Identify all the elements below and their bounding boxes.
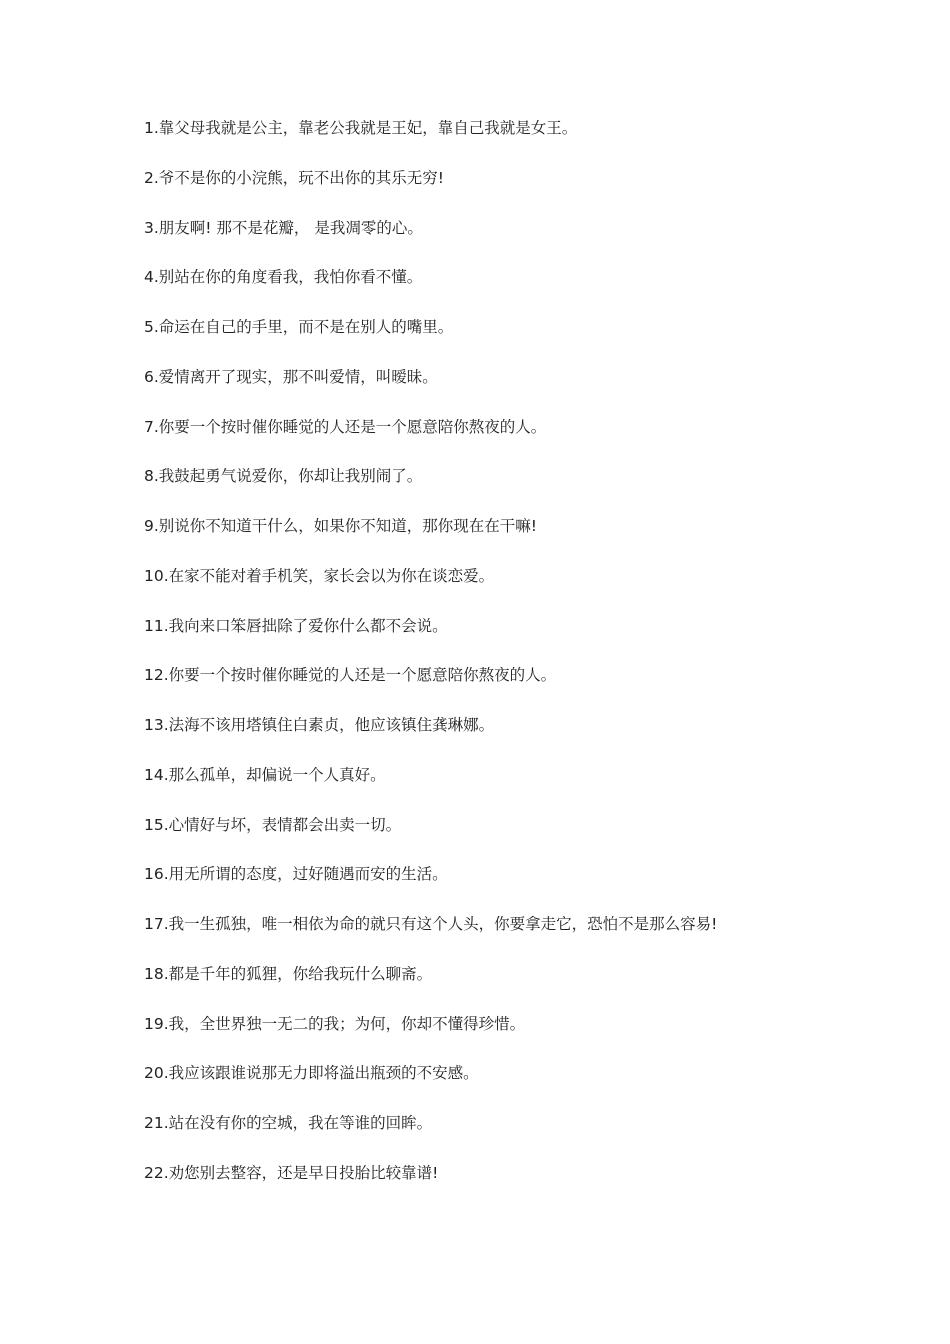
- quote-line: 5.命运在自己的手里，而不是在别人的嘴里。: [144, 318, 454, 336]
- quote-line: 15.心情好与坏，表情都会出卖一切。: [144, 815, 402, 834]
- quote-line: 14.那么孤单，却偏说一个人真好。: [144, 765, 386, 784]
- quote-list: [144, 114, 904, 1209]
- quote-line: 7.你要一个按时催你睡觉的人还是一个愿意陪你熬夜的人。: [144, 417, 547, 436]
- quote-line: 11.我向来口笨唇拙除了爱你什么都不会说。: [144, 616, 448, 635]
- quote-line: 2.爷不是你的小浣熊，玩不出你的其乐无穷!: [144, 168, 445, 187]
- quote-line: 22.劝您别去整容，还是早日投胎比较靠谱!: [144, 1163, 439, 1182]
- quote-line: 19.我，全世界独一无二的我；为何，你却不懂得珍惜。: [144, 1014, 526, 1033]
- quote-line: 1.靠父母我就是公主，靠老公我就是王妃，靠自己我就是女王。: [144, 119, 578, 137]
- quote-line: 9.别说你不知道干什么，如果你不知道，那你现在在干嘛!: [144, 517, 538, 535]
- quote-line: 21.站在没有你的空城，我在等谁的回眸。: [144, 1114, 433, 1132]
- quote-line: 6.爱情离开了现实，那不叫爱情，叫暧昧。: [144, 367, 438, 386]
- quote-line: 16.用无所谓的态度，过好随遇而安的生活。: [144, 865, 448, 884]
- quote-line: 12.你要一个按时催你睡觉的人还是一个愿意陪你熬夜的人。: [144, 666, 557, 685]
- quote-line: 18.都是千年的狐狸，你给我玩什么聊斋。: [144, 964, 433, 983]
- quote-line: 3.朋友啊! 那不是花瓣， 是我凋零的心。: [144, 218, 423, 237]
- quote-line: 13.法海不该用塔镇住白素贞，他应该镇住龚琳娜。: [144, 716, 495, 734]
- quote-line: 17.我一生孤独，唯一相依为命的就只有这个人头，你要拿走它，恐怕不是那么容易!: [144, 915, 718, 933]
- quote-line: 20.我应该跟谁说那无力即将溢出瓶颈的不安感。: [144, 1064, 479, 1083]
- quote-line: 4.别站在你的角度看我，我怕你看不懂。: [144, 268, 423, 287]
- quote-line: 8.我鼓起勇气说爱你，你却让我别闹了。: [144, 467, 423, 486]
- quote-line: 10.在家不能对着手机笑，家长会以为你在谈恋爱。: [144, 566, 495, 585]
